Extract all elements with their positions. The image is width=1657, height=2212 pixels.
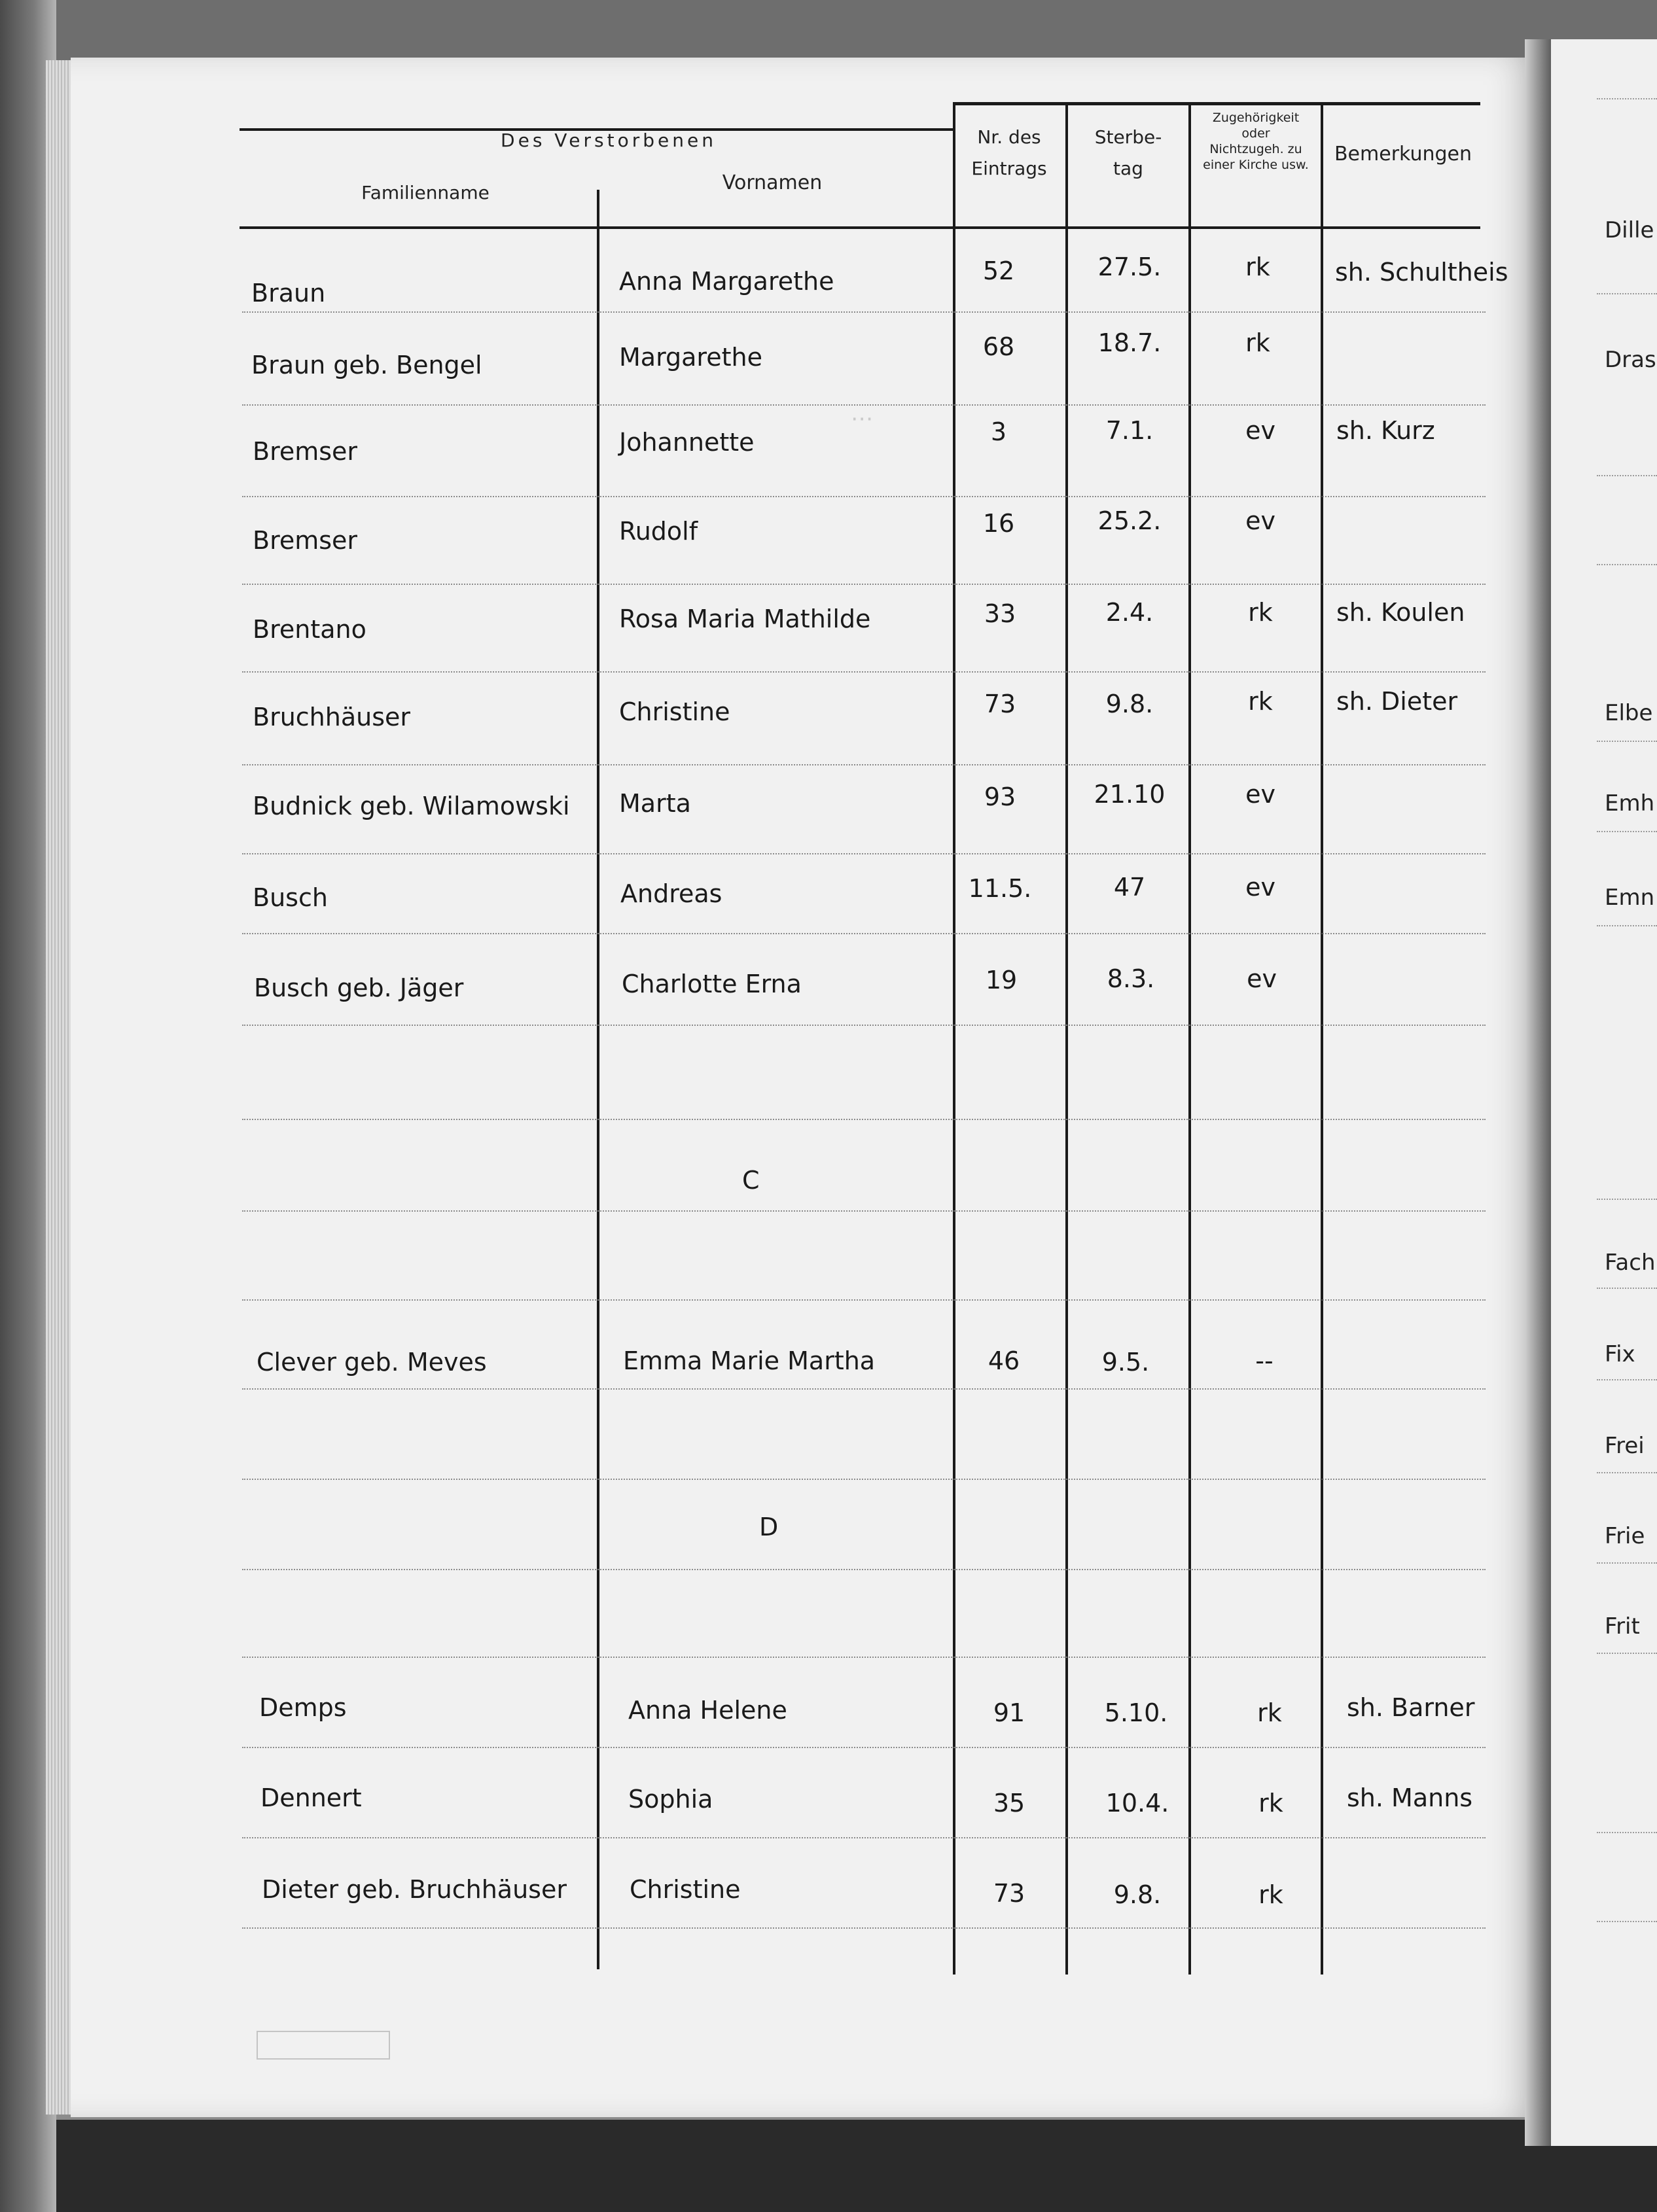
row-separator	[242, 496, 1486, 497]
family-name: Dennert	[260, 1783, 362, 1812]
row-separator	[242, 404, 1486, 406]
facing-page-name: Fix	[1605, 1341, 1635, 1367]
header-family-name: Familienname	[361, 182, 490, 203]
column-divider-day	[1188, 105, 1191, 1975]
entry-number: 73	[984, 690, 1016, 718]
remark: sh. Dieter	[1336, 687, 1458, 716]
column-divider-family	[597, 190, 599, 1969]
row-separator	[242, 584, 1486, 585]
header-church-line4: einer Kirche usw.	[1203, 158, 1309, 172]
header-church-line3: Nichtzugeh. zu	[1209, 142, 1302, 156]
entry-number: 35	[993, 1789, 1025, 1817]
death-day: 25.2.	[1097, 506, 1162, 535]
row-separator	[242, 1657, 1486, 1658]
death-day: 27.5.	[1097, 253, 1162, 281]
book-gutter	[1525, 39, 1551, 2146]
facing-page-dots	[1597, 1653, 1657, 1654]
family-name: Bremser	[253, 526, 358, 555]
given-names: Andreas	[620, 879, 722, 908]
entry-number: 73	[993, 1879, 1025, 1908]
row-separator	[242, 1210, 1486, 1212]
facing-page-name: Frei	[1605, 1433, 1645, 1459]
scan-background-bottom	[0, 2120, 1657, 2212]
family-name: Bremser	[253, 437, 358, 466]
row-separator	[242, 853, 1486, 854]
given-names: Charlotte Erna	[622, 970, 802, 998]
given-names: Sophia	[628, 1785, 713, 1814]
given-names: Anna Helene	[628, 1696, 787, 1725]
given-names: Johannette	[619, 428, 755, 457]
church-affiliation: ev	[1245, 873, 1275, 902]
facing-page-dots	[1597, 1288, 1657, 1289]
family-name: Busch geb. Jäger	[254, 974, 464, 1002]
church-affiliation: rk	[1258, 1789, 1283, 1817]
remark: sh. Schultheis	[1335, 258, 1508, 287]
family-name: Busch	[253, 883, 328, 912]
given-names: Emma Marie Martha	[623, 1346, 876, 1375]
death-day: 9.8.	[1105, 690, 1154, 718]
facing-page-dots	[1597, 564, 1657, 565]
row-separator	[242, 1119, 1486, 1120]
facing-page-name: Emh	[1605, 790, 1655, 816]
entry-number: 68	[982, 332, 1015, 361]
header-bottom-rule	[240, 226, 1480, 229]
row-separator	[242, 933, 1486, 934]
death-day: 2.4.	[1105, 598, 1154, 627]
header-entry-number-line2: Eintrags	[971, 158, 1047, 179]
entry-number: 91	[993, 1698, 1025, 1727]
family-name: Budnick geb. Wilamowski	[253, 792, 570, 820]
row-separator	[242, 1025, 1486, 1026]
church-affiliation: rk	[1248, 598, 1273, 627]
church-affiliation: rk	[1248, 687, 1273, 716]
facing-page-name: Dille	[1605, 217, 1654, 243]
death-day: 8.3.	[1107, 964, 1155, 993]
facing-page-dots	[1597, 1379, 1657, 1380]
facing-page-dots	[1597, 475, 1657, 476]
header-church-line2: oder	[1241, 126, 1270, 141]
facing-page-dots	[1597, 925, 1657, 926]
given-names: Margarethe	[619, 343, 762, 372]
given-names: Rosa Maria Mathilde	[619, 605, 871, 633]
facing-page-dots	[1597, 1832, 1657, 1833]
facing-page-dots	[1597, 293, 1657, 294]
church-affiliation: ev	[1245, 416, 1275, 445]
header-entry-number	[957, 122, 1061, 184]
row-separator	[242, 1837, 1486, 1838]
top-rule-right	[953, 102, 1480, 105]
family-name: Braun	[251, 279, 326, 307]
section-letter-d: D	[759, 1513, 779, 1541]
header-given-names: Vornamen	[722, 171, 823, 194]
death-day: 5.10.	[1104, 1698, 1168, 1727]
facing-page-dots	[1597, 1199, 1657, 1200]
remark: sh. Koulen	[1336, 598, 1465, 627]
church-affiliation: rk	[1245, 328, 1270, 357]
remark: sh. Barner	[1347, 1693, 1475, 1722]
header-death-day	[1071, 122, 1186, 184]
page-stack	[46, 60, 72, 2115]
column-divider-entry	[1065, 105, 1068, 1975]
entry-number: 33	[984, 599, 1016, 628]
header-death-day-line2: tag	[1113, 158, 1143, 179]
entry-number: 11.5.	[968, 874, 1032, 903]
facing-page-dots	[1597, 831, 1657, 832]
facing-page-name: Frie	[1605, 1523, 1645, 1549]
given-names: Christine	[630, 1875, 741, 1904]
facing-page-dots	[1597, 1472, 1657, 1473]
row-separator	[242, 1479, 1486, 1480]
given-names: Christine	[619, 697, 730, 726]
church-affiliation: ev	[1247, 964, 1277, 993]
facing-page-name: Emn	[1605, 885, 1655, 911]
death-day: 9.8.	[1113, 1880, 1162, 1909]
header-death-day-line1: Sterbe-	[1094, 126, 1162, 148]
row-separator	[242, 1747, 1486, 1748]
header-group-title: Des Verstorbenen	[501, 130, 717, 151]
facing-page-dots	[1597, 741, 1657, 742]
facing-page-name: Elbe	[1605, 700, 1653, 726]
given-names: Marta	[619, 789, 691, 818]
row-separator	[242, 1569, 1486, 1570]
death-day: 10.4.	[1105, 1789, 1169, 1817]
death-day: 9.5.	[1101, 1348, 1150, 1377]
remark: sh. Kurz	[1336, 416, 1435, 445]
entry-number: 52	[982, 256, 1015, 285]
section-letter-c: C	[742, 1166, 760, 1195]
facing-page-name: Dras	[1605, 347, 1656, 373]
death-day: 21.10	[1094, 780, 1166, 809]
family-name: Dieter geb. Bruchhäuser	[262, 1875, 567, 1904]
family-name: Brentano	[253, 615, 366, 644]
row-separator	[242, 1927, 1486, 1929]
bleed-through-text: ⋯	[851, 406, 873, 432]
church-affiliation: rk	[1257, 1698, 1282, 1727]
facing-page-rule	[1597, 98, 1657, 99]
header-church-line1: Zugehörigkeit	[1212, 111, 1300, 125]
family-name: Bruchhäuser	[253, 703, 411, 731]
entry-number: 16	[982, 509, 1015, 538]
family-name: Demps	[259, 1693, 347, 1722]
facing-page-dots	[1597, 1562, 1657, 1564]
facing-page-dots	[1597, 1921, 1657, 1922]
church-affiliation: rk	[1258, 1880, 1283, 1909]
facing-page-name: Frit	[1605, 1613, 1640, 1640]
footer-stamp-box	[257, 2031, 390, 2060]
entry-number: 46	[988, 1346, 1020, 1375]
church-affiliation: --	[1255, 1346, 1274, 1375]
given-names: Rudolf	[619, 517, 698, 546]
entry-number: 19	[985, 966, 1018, 994]
row-separator	[242, 764, 1486, 765]
row-separator	[242, 1388, 1486, 1390]
row-separator	[242, 671, 1486, 673]
facing-page-name: Fach	[1605, 1250, 1656, 1276]
header-church-affiliation	[1190, 110, 1322, 173]
death-day: 7.1.	[1105, 416, 1154, 445]
church-affiliation: rk	[1245, 253, 1270, 281]
church-affiliation: ev	[1245, 780, 1275, 809]
row-separator	[242, 311, 1486, 313]
death-day: 47	[1113, 873, 1146, 902]
row-separator	[242, 1299, 1486, 1301]
column-divider-church	[1321, 105, 1323, 1975]
family-name: Braun geb. Bengel	[251, 351, 482, 379]
entry-number: 3	[990, 417, 1007, 446]
entry-number: 93	[984, 782, 1016, 811]
remark: sh. Manns	[1347, 1783, 1473, 1812]
column-divider-given	[953, 105, 955, 1975]
family-name: Clever geb. Meves	[257, 1348, 487, 1377]
given-names: Anna Margarethe	[619, 267, 834, 296]
church-affiliation: ev	[1245, 506, 1275, 535]
death-day: 18.7.	[1097, 328, 1162, 357]
header-remarks: Bemerkungen	[1334, 143, 1472, 166]
header-entry-number-line1: Nr. des	[977, 126, 1041, 148]
